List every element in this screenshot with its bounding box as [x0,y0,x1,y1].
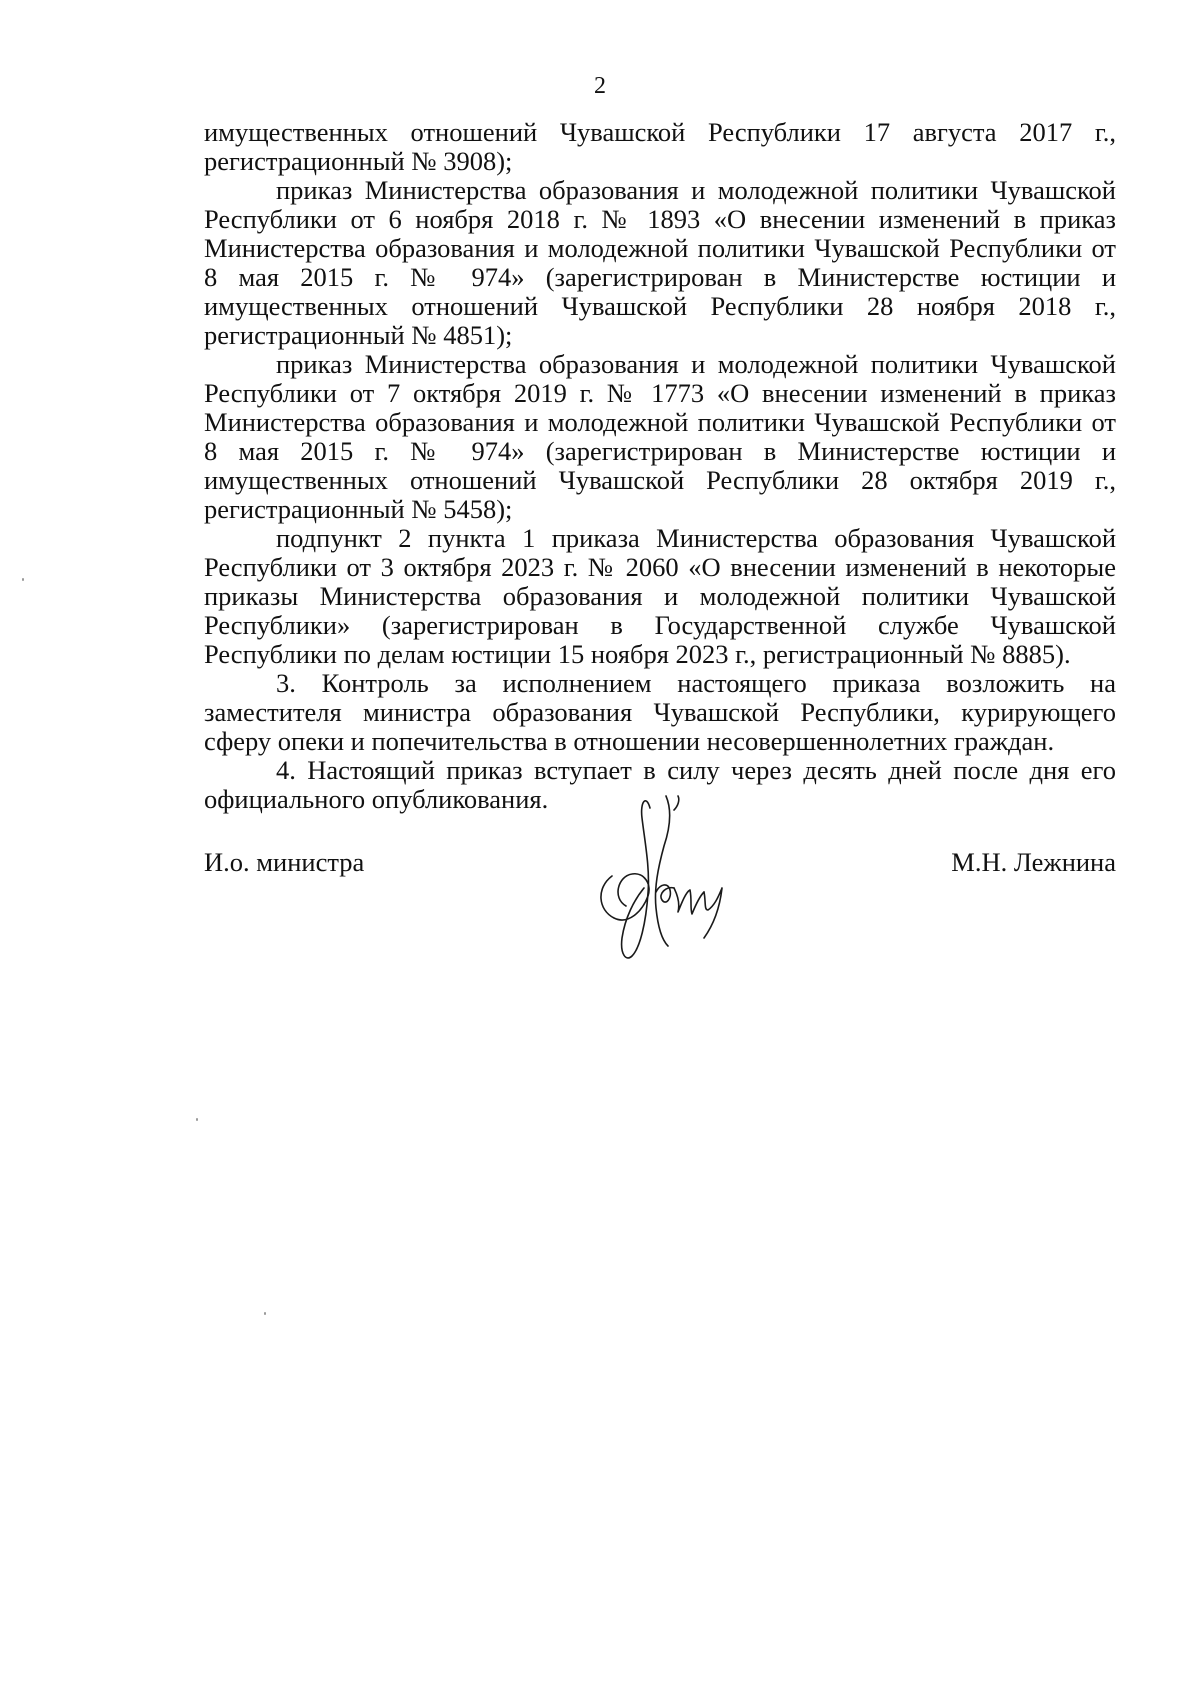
page-number: 2 [594,73,606,99]
paragraph-effective-date: 4. Настоящий приказ вступает в силу через десять дней после дня его официального опубликования. [204,755,1116,814]
handwritten-signature [592,788,742,963]
signatory-name: М.Н. Лежнина [951,847,1116,877]
paragraph-control-clause: 3. Контроль за исполнением настоящего приказа возложить на заместителя министра образования Чувашской Республики, курирующего сферу опеки и попечительства в отношении несовершеннолетних граждан. [204,668,1116,756]
scan-speck [264,1312,266,1315]
paragraph-order-1773: приказ Министерства образования и молодежной политики Чувашской Республики от 7 октября 2019 г. № 1773 «О внесении изменений в приказ Министерства образования и молодежной политики Чувашской Республики от 8 мая 2015 г. № 974» (зарегистрирован в Министерстве юстиции и имущественных отношений Чувашской Республики 28 октября 2019 г., регистрационный № 5458); [204,349,1116,524]
document-body [204,118,1116,814]
scan-speck [196,1118,198,1121]
paragraph-order-1893: приказ Министерства образования и молодежной политики Чувашской Республики от 6 ноября 2018 г. № 1893 «О внесении изменений в приказ Министерства образования и молодежной политики Чувашской Республики от 8 мая 2015 г. № 974» (зарегистрирован в Министерстве юстиции и имущественных отношений Чувашской Республики 28 ноября 2018 г., регистрационный № 4851); [204,175,1116,350]
signatory-position: И.о. министра [204,847,365,877]
scan-speck [22,578,24,581]
paragraph-order-2060: подпункт 2 пункта 1 приказа Министерства образования Чувашской Республики от 3 октября 2023 г. № 2060 «О внесении изменений в некоторые приказы Министерства образования и молодежной политики Чувашской Республики» (зарегистрирован в Государственной службе Чувашской Республики по делам юстиции 15 ноября 2023 г., регистрационный № 8885). [204,523,1116,669]
signature-block [204,788,1116,968]
paragraph-registration-3908: имущественных отношений Чувашской Республики 17 августа 2017 г., регистрационный № 3908); [204,117,1116,176]
